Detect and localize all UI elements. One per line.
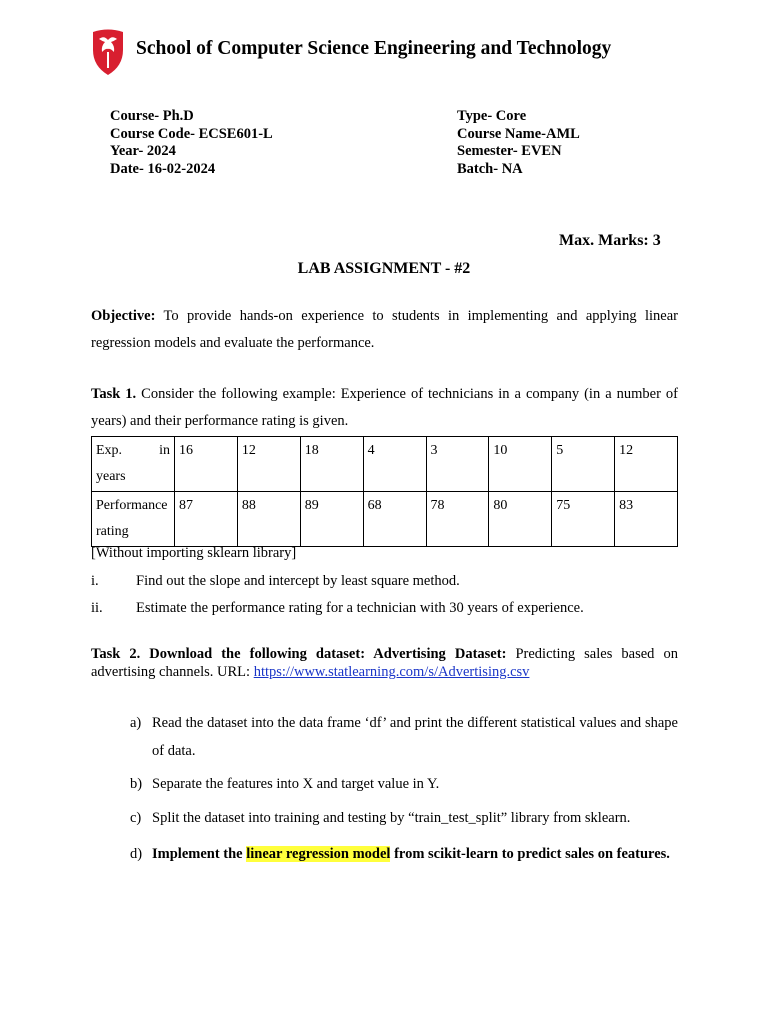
- table-cell: 83: [615, 492, 678, 547]
- objective-label: Objective:: [91, 308, 156, 324]
- table-cell: 3: [426, 437, 489, 492]
- header: [90, 28, 690, 78]
- table-cell: 12: [615, 437, 678, 492]
- table-cell: 4: [363, 437, 426, 492]
- highlighted-text: linear regression model: [246, 846, 391, 862]
- objective-paragraph: [91, 303, 678, 357]
- school-name: School of Computer Science Engineering and Technology: [136, 38, 612, 59]
- task2-item-b: b) Separate the features into X and target value in Y.: [130, 776, 440, 792]
- table-cell: 16: [175, 437, 238, 492]
- course-semester: Semester- EVEN: [457, 143, 562, 159]
- table-cell: 75: [552, 492, 615, 547]
- table-row-experience: [92, 437, 678, 492]
- table-cell: 12: [237, 437, 300, 492]
- table-cell: 78: [426, 492, 489, 547]
- university-logo: [90, 28, 126, 76]
- course-info-left: [110, 108, 273, 178]
- objective-text: To provide hands-on experience to students in implementing and applying linear regression models and evaluate the performance.: [91, 308, 678, 351]
- task1-paragraph: [91, 381, 678, 435]
- course-code: Course Code- ECSE601-L: [110, 125, 273, 142]
- course-year: Year- 2024: [110, 143, 176, 159]
- row-header-rating: Performance rating: [92, 492, 175, 547]
- table-cell: 68: [363, 492, 426, 547]
- max-marks: Max. Marks: 3: [559, 232, 661, 249]
- course-type: Type- Core: [457, 108, 527, 124]
- task2-item-a: a) Read the dataset into the data frame ‘df’ and print the different statistical values and shape of data.: [130, 715, 678, 759]
- task2-text: Predicting sales based on advertising channels. URL:: [91, 646, 678, 680]
- dataset-url-link[interactable]: https://www.statlearning.com/s/Advertising.csv: [253, 664, 530, 680]
- table-cell: 10: [489, 437, 552, 492]
- task1-label: Task 1.: [91, 386, 137, 402]
- task1-item-i: i. Find out the slope and intercept by least square method.: [91, 573, 460, 589]
- table-cell: 5: [552, 437, 615, 492]
- task2-item-d: d) Implement the linear regression model from scikit-learn to predict sales on features.: [130, 846, 670, 862]
- sklearn-note: [Without importing sklearn library]: [91, 545, 297, 561]
- table-row-rating: [92, 492, 678, 547]
- assignment-title: LAB ASSIGNMENT - #2: [297, 260, 471, 277]
- course-level: Course- Ph.D: [110, 108, 194, 124]
- task1-item-ii: ii. Estimate the performance rating for a technician with 30 years of experience.: [91, 600, 584, 616]
- experience-rating-table: [91, 436, 678, 547]
- course-name: Course Name-AML: [457, 125, 580, 142]
- table-cell: 18: [300, 437, 363, 492]
- course-date: Date- 16-02-2024: [110, 160, 216, 177]
- course-info-right: [457, 108, 580, 178]
- task2-item-c: c) Split the dataset into training and testing by “train_test_split” library from sklearn.: [130, 810, 631, 826]
- course-batch: Batch- NA: [457, 160, 523, 177]
- table-cell: 88: [237, 492, 300, 547]
- task2-paragraph: [91, 645, 678, 681]
- table-cell: 87: [175, 492, 238, 547]
- table-cell: 89: [300, 492, 363, 547]
- table-cell: 80: [489, 492, 552, 547]
- task2-label: Task 2. Download the following dataset: Advertising Dataset:: [91, 646, 507, 662]
- row-header-experience: Exp. in years: [92, 437, 175, 492]
- task1-text: Consider the following example: Experience of technicians in a company (in a number of years) and their performance rating is given.: [91, 386, 678, 429]
